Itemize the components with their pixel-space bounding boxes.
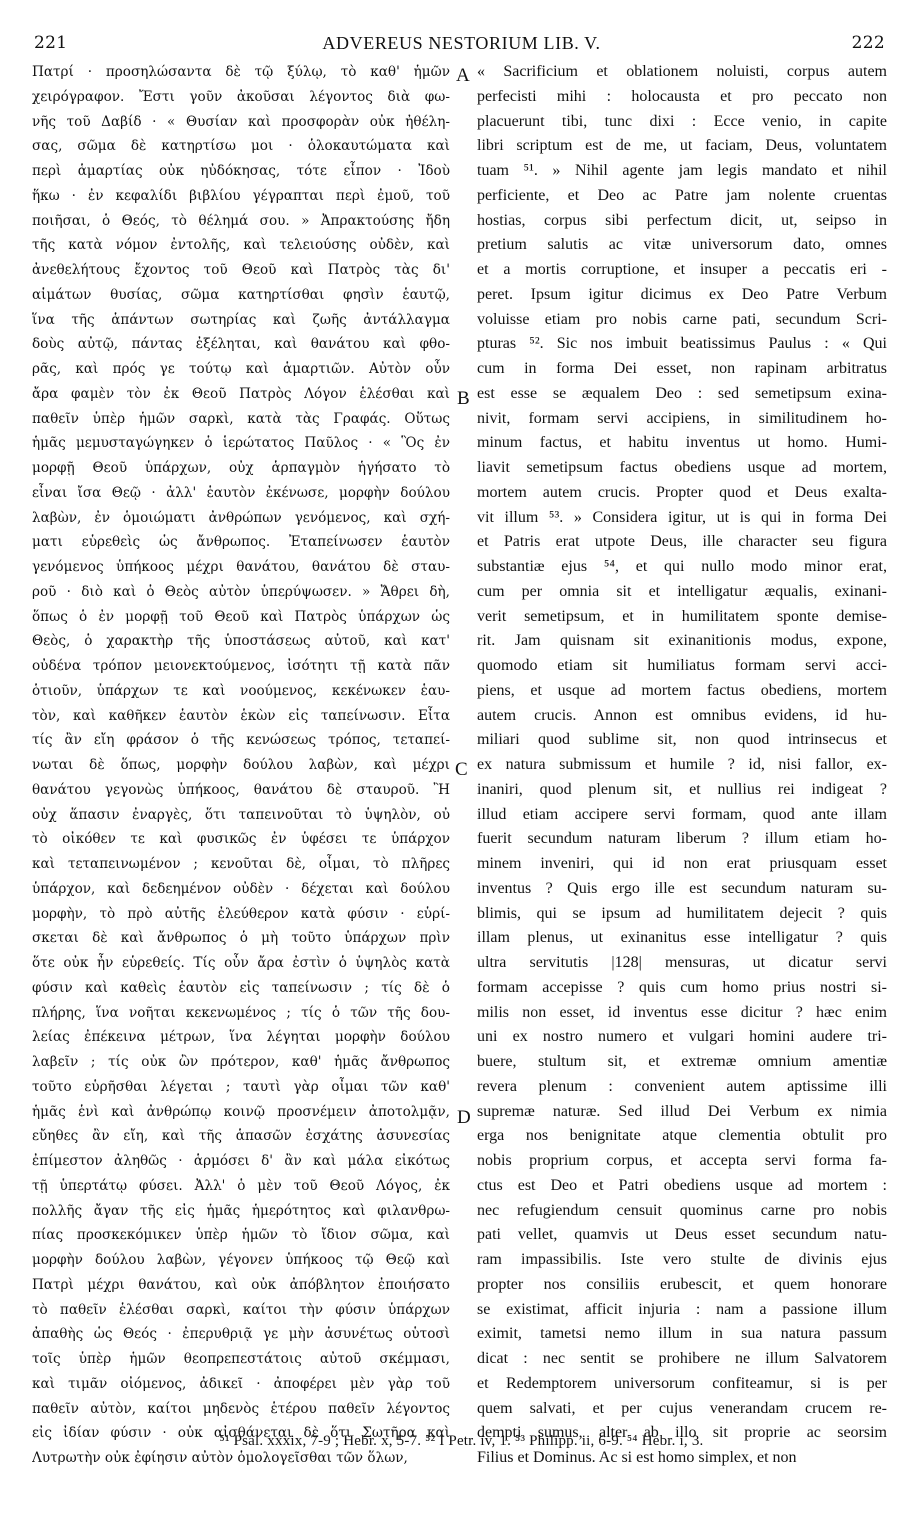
text-line: φύσιν καὶ καθεὶς ἑαυτὸν εἰς ταπείνωσιν ; τίς δὲ ὁ: [32, 979, 450, 996]
text-line: ram impassibilis. Iste vero stulte de divinis ejus: [477, 1251, 887, 1268]
footnotes: ⁵¹ Psal. xxxix, 7-9 ; Hebr. x, 5-7. ⁵² I Petr. iv, 1. ⁵³ Philipp. ii, 6-9. ⁵⁴ Hebr. i, 3.: [219, 1433, 704, 1449]
text-line: et Redemptorem universorum confiteamur, si is per: [477, 1374, 887, 1392]
text-line: πλήρης, ἵνα νοῆται κεκενωμένος ; τίς ὁ τῶν τῆς δου-: [32, 1004, 450, 1021]
text-line: « Sacrificium et oblationem noluisti, corpus autem: [477, 63, 887, 80]
text-line: νῆς τοῦ Δαβίδ · « Θυσίαν καὶ προσφορὰν οὐκ ἠθέλη-: [32, 113, 450, 130]
text-line: ὅτε οὐκ ἦν εὑρεθείς. Τίς οὖν ἄρα ἐστὶν ὁ ὑψηλὸς κατὰ: [32, 955, 450, 971]
text-line: τὸν, καὶ καθῆκεν ἑαυτὸν ἑκὼν εἰς ταπείνωσιν. Εἶτα: [32, 707, 450, 724]
text-line: εἶναι ἴσα Θεῷ · ἀλλ' ἑαυτὸν ἐκένωσε, μορφὴν δούλου: [32, 484, 450, 501]
text-line: σας, σῶμα δὲ κατηρτίσω μοι · ὁλοκαυτώματα καὶ: [32, 138, 450, 155]
margin-letter-d: D: [457, 1107, 471, 1128]
text-line: et Patris erat utpote Deus, ille character seu figura: [477, 533, 887, 551]
text-line: ctus est Deo et Patri obediens usque ad mortem :: [477, 1176, 887, 1194]
text-line: voluisse etiam pro nobis carne pati, secundum Scri-: [477, 310, 887, 328]
text-line: τὸ παθεῖν ἑλέσθαι σαρκὶ, καίτοι τὴν φύσιν ὑπάρχων: [32, 1301, 450, 1318]
text-line: ἄρα φαμὲν τὸν ἐκ Θεοῦ Πατρὸς Λόγον ἑλέσθαι καὶ: [32, 385, 450, 402]
text-line: milis non esset, id inventus esse dicitur ? hæc enim: [477, 1003, 887, 1021]
text-line: ex natura submissum et humile ? id, nisi fallor, ex-: [477, 756, 887, 773]
text-line: miliari quod sublime sit, non quod intrinsecus et: [477, 731, 887, 749]
text-line: erga nos benignitate atque clementia obtulit pro: [477, 1127, 887, 1145]
greek-column: [32, 60, 450, 1471]
text-line: εὔηθες ἂν εἴη, καὶ τῆς ἁπασῶν ἐσχάτης ἀσυνεσίας: [32, 1128, 450, 1145]
text-line: pturas ⁵². Sic nos imbuit beatissimus Paulus : « Qui: [477, 335, 887, 353]
text-line: ματι εὑρεθεὶς ὡς ἄνθρωπος. Ἐταπείνωσεν ἑαυτὸν: [32, 534, 450, 551]
text-line: verit semetipsum, et in humilitatem sponte demise-: [477, 607, 887, 625]
text-line: supremæ naturæ. Sed illud Dei Verbum ex nimia: [477, 1102, 887, 1120]
margin-letter-b: B: [457, 388, 470, 409]
text-line: substantiæ ejus ⁵⁴, et qui nullo modo minor erat,: [477, 558, 887, 575]
text-line: τὸ οἰκόθεν τε καὶ φυσικῶς ἐν ὑφέσει τε ὑπάρχον: [32, 831, 450, 848]
text-line: τῆς κατὰ νόμον ἐντολῆς, καὶ τελειούσης οὐδὲν, καὶ: [32, 237, 450, 254]
text-line: fuerit secundum naturam liberum ? illum etiam ho-: [477, 830, 887, 848]
text-line: pretium salutis ac vitæ universorum dato, omnes: [477, 236, 887, 254]
text-line: σκεται δὲ καὶ ἄνθρωπος ὁ μὴ τοῦτο ὑπάρχων πρὶν: [32, 930, 450, 947]
text-line: πολλῆς ἄγαν τῆς εἰς ἡμᾶς ἡμερότητος καὶ φιλανθρω-: [32, 1202, 450, 1219]
text-line: νωται δὲ ὅπως, μορφὴν δούλου λαβὼν, καὶ μέχρι: [32, 757, 450, 773]
text-line: τοῖς ὑπὲρ ἡμῶν θεοπρεπεστάτοις αὐτοῦ σκέμμασι,: [32, 1351, 450, 1367]
text-line: μορφὴν, τὸ πρὸ αὐτῆς ἐλεύθερον κατὰ φύσιν · εὑρί-: [32, 905, 450, 922]
text-line: γενόμενος ὑπήκοος μέχρι θανάτου, θανάτου δὲ σταυ-: [32, 559, 450, 575]
text-line: cum per omnia sit et intelligatur æqualis, exinani-: [477, 582, 887, 600]
text-line: ὑπάρχον, καὶ δεδεημένον οὐδὲν · δέχεται καὶ δούλου: [32, 880, 450, 897]
text-line: οὐχ ἅπασιν ἐναργὲς, ὅτι ταπεινοῦται τὸ ὑψηλὸν, οὐ: [32, 806, 450, 823]
text-line: illam plenus, ut exinanitus esse intelligatur ? quis: [477, 929, 887, 947]
text-line: vit illum ⁵³. » Considera igitur, ut is qui in forma Dei: [477, 508, 887, 526]
text-line: λαβεῖν ; τίς οὐκ ὢν πρότερον, καθ' ἡμᾶς ἄνθρωπος: [32, 1054, 450, 1070]
text-line: illud etiam accipere servi formam, quod ante illam: [477, 805, 887, 823]
text-line: καὶ τιμᾶν οἰόμενος, ἀδικεῖ · ἀποφέρει μὲν γὰρ τοῦ: [32, 1375, 450, 1392]
text-line: perficiente, et Deo ac Patre jam nolente cruentas: [477, 186, 887, 204]
text-line: hostias, corpus sibi perfectum dicit, ut, seipso in: [477, 211, 887, 229]
text-line: θανάτου γεγονὼς ὑπήκοος, θανάτου δὲ σταυροῦ. Ἢ: [32, 781, 450, 798]
text-line: Filius et Dominus. Ac si est homo simplex, et non: [477, 1449, 797, 1466]
text-line: ἀνεθελήτους ἔχοντος τοῦ Θεοῦ καὶ Πατρὸς τὰς δι': [32, 262, 450, 278]
text-line: παθεῖν αὐτὸν, καίτοι μηδενὸς ἑτέρου παθεῖν λέγοντος: [32, 1400, 450, 1417]
margin-letter-a: A: [456, 65, 470, 86]
text-line: ἡμᾶς μεμυσταγώγηκεν ὁ ἱερώτατος Παῦλος · « Ὃς ἐν: [32, 435, 450, 452]
text-line: uni ex nostro numero et vulgari homini audere tri-: [477, 1028, 887, 1046]
text-line: buere, stultum sit, et extremæ omnium amentiæ: [477, 1053, 887, 1070]
text-line: περὶ ἁμαρτίας οὐκ ηὐδόκησας, τότε εἶπον · Ἰδοὺ: [32, 163, 450, 179]
text-line: placuerunt tibi, tunc dixi : Ecce venio, in capite: [477, 112, 887, 130]
text-line: ὁτιοῦν, ὑπάρχων τε καὶ νοούμενος, κεκένωκεν ἑαυ-: [32, 682, 450, 699]
text-line: ποιῆσαι, ὁ Θεός, τὸ θέλημά σου. » Ἀπρακτούσης ἤδη: [32, 212, 450, 229]
text-line: est esse se æqualem Deo : sed semetipsum exina-: [477, 384, 887, 402]
text-line: propter nos consiliis erubescit, et quem honorare: [477, 1275, 887, 1293]
margin-letter-c: C: [455, 759, 468, 780]
text-line: formam accepisse ? quis cum homo prius nostri si-: [477, 978, 887, 996]
text-line: tuam ⁵¹. » Nihil agente jam legis mandato et nihil: [477, 162, 887, 179]
text-line: nec refugiendum censuit quominus carne pro nobis: [477, 1201, 887, 1219]
text-line: libri scriptum est de me, ut faciam, Deus, voluntatem: [477, 137, 887, 155]
text-line: καὶ τεταπεινωμένον ; κενοῦται δὲ, οἶμαι, τὸ πλῆρες: [32, 856, 450, 872]
text-line: Πατρί · προσηλώσαντα δὲ τῷ ξύλῳ, τὸ καθ' ἡμῶν: [32, 64, 450, 80]
text-line: mortem autem crucis. Propter quod et Deus exalta-: [477, 483, 887, 501]
text-line: χειρόγραφον. Ἔστι γοῦν ἀκοῦσαι λέγοντος διὰ φω-: [32, 88, 450, 105]
text-line: cum in forma Dei esset, non rapinam arbitratus: [477, 360, 887, 377]
text-line: δοὺς αὐτῷ, πάντας ἐξέληται, καὶ θανάτου καὶ φθο-: [32, 336, 450, 353]
text-line: pati vellet, quamvis ut Deus esset secundum natu-: [477, 1226, 887, 1244]
text-line: Πατρὶ μέχρι θανάτου, καὶ οὐκ ἀπόβλητον ἐποιήσατο: [32, 1276, 450, 1293]
text-line: minem inveniri, qui id non erat priusquam esset: [477, 855, 887, 872]
text-line: inventus ? Quis ergo ille est secundum naturam su-: [477, 879, 887, 897]
text-line: dicat : nec sentit se prohibere ne illum Salvatorem: [477, 1350, 887, 1367]
text-line: ἥκω · ἐν κεφαλίδι βιβλίου γέγραπται περὶ ἐμοῦ, τοῦ: [32, 187, 450, 204]
text-line: εἰς ἰδίαν φύσιν · οὐκ αἰσθάνεται δὲ ὅτι Σωτῆρα καὶ: [32, 1425, 450, 1442]
text-line: ἐπίμεστον ἀληθῶς · ἁρμόσει δ' ἂν καὶ μάλα εἰκότως: [32, 1153, 450, 1169]
text-line: quomodo etiam sit humiliatus formam servi acci-: [477, 657, 887, 674]
text-line: ἡμᾶς ἑνὶ καὶ ἀνθρώπῳ κοινῷ προσνέμειν ἀποτολμᾷν,: [32, 1103, 450, 1120]
text-line: μορφῇ Θεοῦ ὑπάρχων, οὐχ ἁρπαγμὸν ἡγήσατο τὸ: [32, 460, 450, 476]
text-line: αἱμάτων θυσίας, σῶμα κατηρτίσθαι φησὶν ἑαυτῷ,: [32, 286, 450, 303]
text-line: μορφὴν δούλου λαβὼν, γέγονεν ὑπήκοος τῷ Θεῷ καὶ: [32, 1252, 450, 1268]
text-line: ἵνα τῆς ἁπάντων σωτηρίας καὶ ζωῆς ἀντάλλαγμα: [32, 311, 450, 328]
text-line: λείας ἐπέκεινα μέτρων, ἵνα λέγηται μορφὴν δούλου: [32, 1029, 450, 1046]
latin-column: [477, 60, 887, 1471]
text-line: ροῦ · διὸ καὶ ὁ Θεὸς αὐτὸν ὑπερύψωσεν. » Ἄθρει δὴ,: [32, 583, 450, 600]
text-line: quem salvati, et per cujus venerandam crucem re-: [477, 1399, 887, 1417]
page-number-left: 221: [34, 33, 68, 53]
text-line: nivit, formam servi accipiens, in similitudinem ho-: [477, 409, 887, 427]
text-line: peret. Ipsum igitur dicimus ex Deo Patre Verbum: [477, 285, 887, 303]
text-line: ἀπαθὴς ὡς Θεός · ἐπερυθριᾷ γε μὴν ἀσυνέτως οὑτοσὶ: [32, 1326, 450, 1343]
text-line: πίας προσκεκόμικεν ὑπὲρ ἡμῶν τὸ ἴδιον σῶμα, καὶ: [32, 1227, 450, 1244]
text-line: nobis proprium corpus, et accepta servi forma fa-: [477, 1152, 887, 1169]
text-line: piens, et usque ad mortem factus obediens, mortem: [477, 681, 887, 699]
text-line: liavit semetipsum factus obediens usque ad mortem,: [477, 459, 887, 476]
text-line: eximit, tametsi nemo illum in sua natura passum: [477, 1325, 887, 1343]
text-line: τίς ἂν εἴη φράσον ὁ τῆς κενώσεως τρόπος, τεταπεί-: [32, 732, 450, 749]
running-title: ADVEREUS NESTORIUM LIB. V.: [322, 33, 601, 53]
text-line: revera plenum : convenient autem aptissime illi: [477, 1077, 887, 1095]
text-line: perfecisti mihi : holocausta et pro peccato non: [477, 87, 887, 105]
page-number-right: 222: [851, 33, 885, 53]
text-line: rit. Jam quisnam sit exinanitionis modus, expone,: [477, 632, 887, 650]
text-line: et a mortis corruptione, et insuper a peccatis eri -: [477, 261, 887, 278]
text-line: autem crucis. Annon est omnibus evidens, id hu-: [477, 706, 887, 724]
text-line: ὅπως ὁ ἐν μορφῇ τοῦ Θεοῦ καὶ Πατρὸς ὑπάρχων ὡς: [32, 608, 450, 625]
text-line: inaniri, quod plenum sit, et nullius rei indigeat ?: [477, 780, 887, 798]
text-line: παθεῖν ὑπὲρ ἡμῶν σαρκὶ, κατὰ τὰς Γραφάς. Οὕτως: [32, 410, 450, 427]
text-line: ρᾶς, καὶ πρός γε τούτῳ καὶ ἁμαρτιῶν. Αὐτὸν οὖν: [32, 361, 450, 377]
text-line: se existimat, afficit injuria : nam a passione illum: [477, 1300, 887, 1318]
text-line: τοῦτο εὑρῆσθαι λέγεται ; ταυτὶ γὰρ οἶμαι τῶν καθ': [32, 1078, 450, 1095]
text-line: οὐδένα τρόπον μειονεκτούμενος, ἰσότητι τῇ κατὰ πᾶν: [32, 658, 450, 674]
text-line: minum factus, et habitu inventus ut homo. Humi-: [477, 434, 887, 452]
text-line: λαβὼν, ἐν ὁμοιώματι ἀνθρώπων γενόμενος, καὶ σχή-: [32, 509, 450, 526]
text-line: Λυτρωτὴν οὐκ ἐφίησιν αὐτὸν ὁμολογεῖσθαι τῶν ὅλων,: [32, 1450, 408, 1466]
text-line: τῇ ὑπερτάτῳ φύσει. Ἀλλ' ὁ μὲν τοῦ Θεοῦ Λόγος, ἐκ: [32, 1177, 450, 1194]
text-line: ultra servitutis |128| mensuras, ut dicatur servi: [477, 954, 887, 971]
text-line: Θεὸς, ὁ χαρακτὴρ τῆς ὑποστάσεως αὐτοῦ, καὶ κατ': [32, 633, 450, 650]
text-line: blimis, qui se ipsum ad humilitatem dejecit ? quis: [477, 904, 887, 922]
text-line: dempti sumus, alter ab illo sit proprie ac seorsim: [477, 1424, 887, 1442]
